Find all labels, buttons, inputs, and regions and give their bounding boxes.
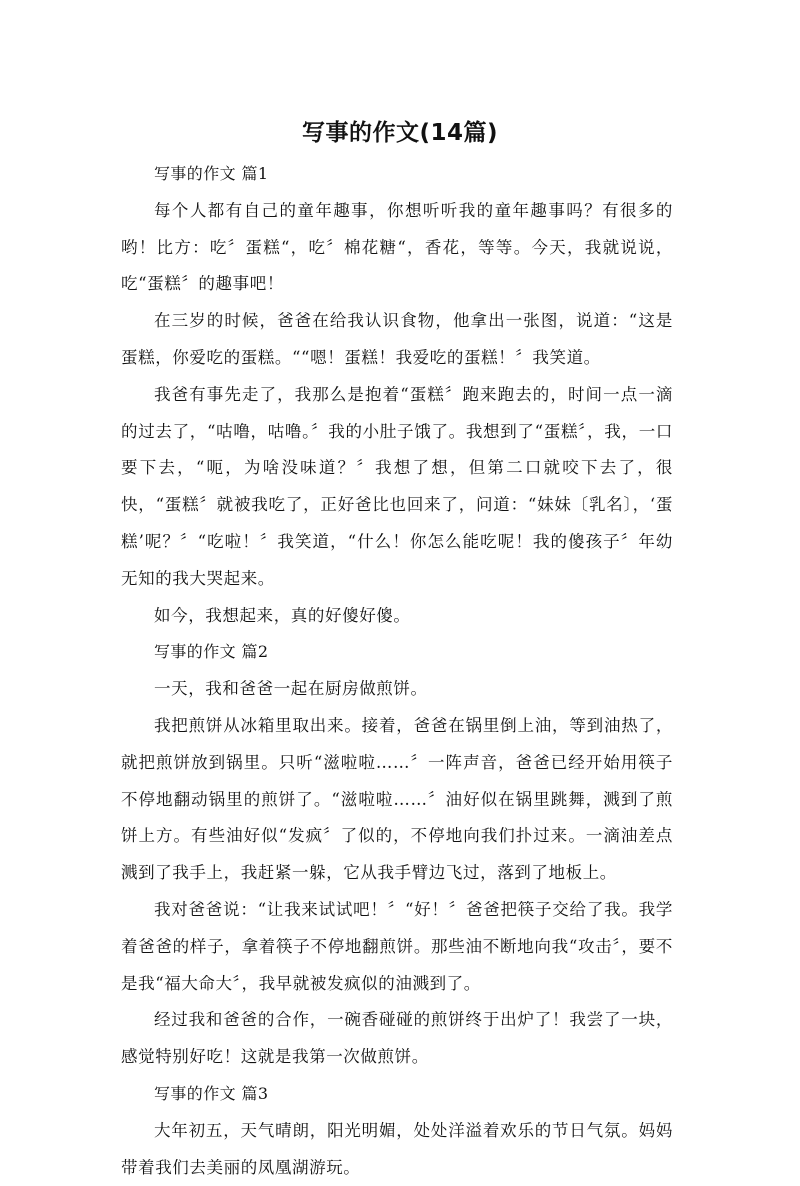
paragraph: 在三岁的时候，爸爸在给我认识食物，他拿出一张图，说道：“这是蛋糕，你爱吃的蛋糕。““嗯！蛋糕！我爱吃的蛋糕！〞我笑道。 (121, 311, 673, 367)
paragraph: 每个人都有自己的童年趣事，你想听听我的童年趣事吗？有很多的哟！比方：吃〞蛋糕“，吃〞棉花糖“，香花，等等。今天，我就说说，吃“蛋糕〞的趣事吧！ (121, 200, 673, 294)
paragraph: 我对爸爸说：“让我来试试吧！〞“好！〞爸爸把筷子交给了我。我学着爸爸的样子，拿着筷子不停地翻煎饼。那些油不断地向我“攻击〞，要不是我“福大命大〞，我早就被发疯似的油溅到了。 (121, 899, 673, 993)
paragraph: 大年初五，天气晴朗，阳光明媚，处处洋溢着欢乐的节日气氛。妈妈带着我们去美丽的凤凰湖游玩。 (121, 1120, 673, 1177)
paragraph: 一天，我和爸爸一起在厨房做煎饼。 (154, 679, 428, 699)
document-body (121, 156, 673, 1186)
paragraph: 如今，我想起来，真的好傻好傻。 (154, 605, 411, 625)
section-heading: 写事的作文 篇1 (154, 164, 269, 183)
paragraph: 我爸有事先走了，我那么是抱着“蛋糕〞跑来跑去的，时间一点一滴的过去了，“咕噜，咕噜。〞我的小肚子饿了。我想到了“蛋糕〞，我，一口要下去，“呃，为啥没味道？〞我想了想，但第二口就咬下去了，很快，“蛋糕〞就被我吃了，正好爸比也回来了，问道：“妹妹〔乳名〕，‘蛋糕’呢？〞“吃啦！〞我笑道，“什么！你怎么能吃呢！我的傻孩子〞年幼无知的我大哭起来。 (121, 384, 673, 588)
document-title: 写事的作文(14篇) (301, 120, 499, 146)
paragraph: 我把煎饼从冰箱里取出来。接着，爸爸在锅里倒上油，等到油热了，就把煎饼放到锅里。只听“滋啦啦……〞一阵声音，爸爸已经开始用筷子不停地翻动锅里的煎饼了。“滋啦啦……〞油好似在锅里跳舞，溅到了煎饼上方。有些油好似“发疯〞了似的，不停地向我们扑过来。一滴油差点溅到了我手上，我赶紧一躲，它从我手臂边飞过，落到了地板上。 (121, 715, 673, 883)
section-heading: 写事的作文 篇3 (154, 1083, 269, 1103)
section-heading: 写事的作文 篇2 (154, 642, 269, 662)
paragraph: 经过我和爸爸的合作，一碗香碰碰的煎饼终于出炉了！我尝了一块，感觉特别好吃！这就是我第一次做煎饼。 (121, 1010, 673, 1067)
